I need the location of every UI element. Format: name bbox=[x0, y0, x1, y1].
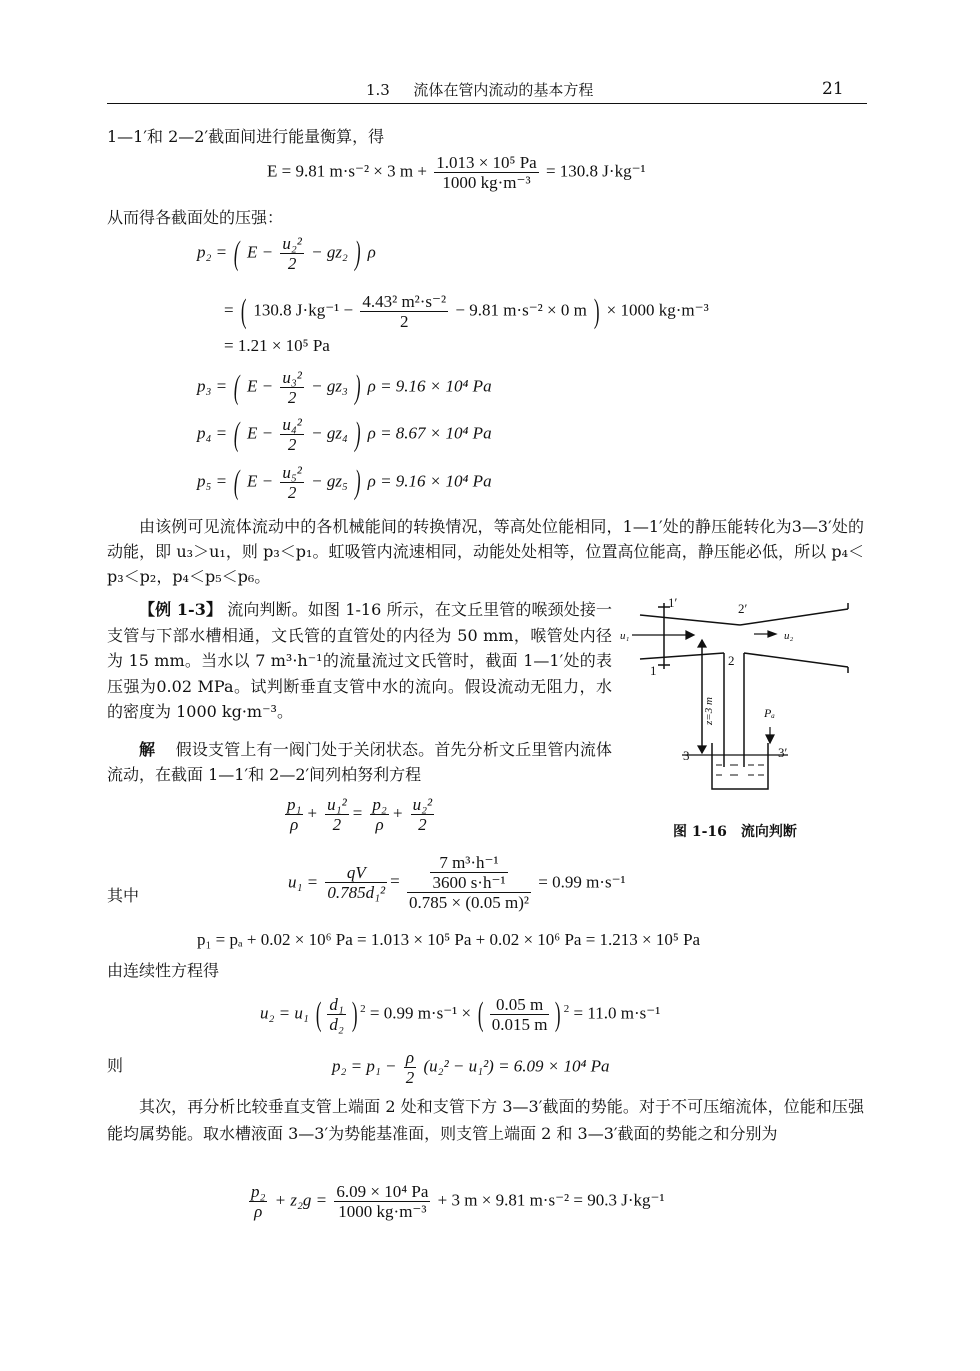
header-rule bbox=[107, 103, 867, 104]
example-paragraph bbox=[107, 597, 612, 725]
second-paragraph: 其次，再分析比较垂直支管上端面 2 处和支管下方 3—3′截面的势能。对于不可压缩流体，位能和压强能均属势能。取水槽液面 3—3′为势能基准面，则支管上端面 2 和 3—3′截面的势能之和分别为 bbox=[107, 1097, 864, 1143]
equation-p2-def: p₂ = ( E − $\frac{\text{u₂²}}{2}$ − gz₂ ) ρ bbox=[197, 234, 376, 273]
fig-label-2prime: 2′ bbox=[738, 601, 748, 616]
section-number: 1.3 bbox=[366, 81, 390, 99]
fig-label-1prime: 1′ bbox=[668, 595, 678, 610]
then-label: 则 bbox=[107, 1056, 124, 1075]
equation-p2-result2: p₂ = p₁ − $\frac{\rho}{2}$ (u₂² − u₁²) = 6.09 × 10⁴ Pa bbox=[332, 1048, 610, 1087]
continuity-intro: 由连续性方程得 bbox=[107, 961, 220, 980]
equation-E: E = 9.81 m·s⁻² × 3 m + $\frac{\text{1.013 × 10⁵ Pa}}{\text{1000 kg·m⁻³}}$ = 130.8 J·kg⁻¹ bbox=[267, 153, 646, 192]
fig-label-u2: u₂ bbox=[784, 630, 794, 642]
conclusion-paragraph: 由该例可见流体流动中的各机械能间的转换情况，等高处位能相同，1—1′处的静压能转化为3—3′处的动能，即 u₃＞u₁，则 p₃＜p₁。虹吸管内流速相同，动能处处相等，位置高位能高，静压能必低，所以 p₄＜p₃＜p₂，p₄＜p₅＜p₆。 bbox=[107, 517, 864, 586]
fig-label-2: 2 bbox=[728, 653, 735, 668]
example-text: 流向判断。如图 1-16 所示，在文丘里管的喉颈处接一支管与下部水槽相通，文氏管的直管处的内径为 50 mm，喉管处内径为 15 mm。当水以 7 m³·h⁻¹的流量流过文氏管时，截面 1—1′处的表压强为0.02 MPa。试判断垂直支管中水的流向。假设流动无阻力，水的密度为 1000 kg·m⁻³。 bbox=[107, 600, 613, 721]
solution-paragraph bbox=[107, 737, 612, 787]
intro-line: 1—1′和 2—2′截面间进行能量衡算，得 bbox=[107, 127, 385, 146]
figure-caption: 图 1-16 流向判断 bbox=[673, 824, 797, 840]
solution-text: 假设支管上有一阀门处于关闭状态。首先分析文丘里管内流体流动，在截面 1—1′和 2—2′间列柏努利方程 bbox=[107, 740, 612, 784]
equation-p5: p₅ = ( E − $\frac{\text{u₅²}}{2}$ − gz₅ ) ρ = 9.16 × 10⁴ Pa bbox=[197, 463, 492, 502]
equation-p2-result: = 1.21 × 10⁵ Pa bbox=[224, 336, 330, 355]
equation-u1: u₁ = $\frac{qV}{\text{0.785d₁²}}$ = $\frac{\frac{\text{7 m³·h⁻¹}}{\text{3600 s·h⁻¹}}}{\text{0.785 × (0.05 m)²}}$ = 0.99 m·s⁻¹ bbox=[288, 853, 626, 912]
solution-label: 解 bbox=[139, 740, 156, 759]
fig-label-3: 3 bbox=[683, 748, 690, 763]
equation-p4: p₄ = ( E − $\frac{\text{u₄²}}{2}$ − gz₄ ) ρ = 8.67 × 10⁴ Pa bbox=[197, 415, 492, 454]
equation-p2-sub: = ( 130.8 J·kg⁻¹ − $\frac{\text{4.43² m²·s⁻²}}{2}$ − 9.81 m·s⁻² × 0 m ) × 1000 kg·m⁻³ bbox=[224, 292, 709, 331]
equation-p3: p₃ = ( E − $\frac{\text{u₃²}}{2}$ − gz₃ ) ρ = 9.16 × 10⁴ Pa bbox=[197, 368, 492, 407]
equation-final: $\frac{\text{p₂}}{\rho}$ + z₂g = $\frac{\text{6.09 × 10⁴ Pa}}{\text{1000 kg·m⁻³}}$ + 3 m × 9.81 m·s⁻² = 90.3 J·kg⁻¹ bbox=[251, 1182, 665, 1221]
fig-label-pa: Pₐ bbox=[764, 706, 775, 720]
bernoulli-equation: $\frac{\text{p₁}}{\rho}$ + $\frac{\text{u₁²}}{2}$ = $\frac{\text{p₂}}{\rho}$ + $\frac{\text{u₂²}}{2}$ bbox=[287, 795, 433, 834]
example-label: 【例 1-3】 bbox=[139, 600, 223, 619]
fig-label-u1: u₁ bbox=[620, 630, 630, 642]
equation-p1: p₁ = pₐ + 0.02 × 10⁶ Pa = 1.013 × 10⁵ Pa + 0.02 × 10⁶ Pa = 1.213 × 10⁵ Pa bbox=[197, 930, 701, 949]
equation-u2: u₂ = u₁ ( $\frac{\text{d₁}}{\text{d₂}}$ ) $^2$ = 0.99 m·s⁻¹ × ( $\frac{0.05 m}{0.015 m}$ ) $^2$ = 11.0 m·s⁻¹ bbox=[260, 995, 661, 1034]
section-title: 流体在管内流动的基本方程 bbox=[413, 81, 594, 99]
where-label: 其中 bbox=[107, 886, 140, 905]
pressures-intro: 从而得各截面处的压强： bbox=[107, 208, 284, 227]
fig-label-height: z=3 m bbox=[703, 697, 715, 725]
running-header bbox=[366, 79, 593, 100]
venturi-figure bbox=[620, 595, 860, 805]
page-number: 21 bbox=[822, 79, 844, 99]
fig-label-3prime: 3′ bbox=[778, 745, 788, 760]
fig-label-1: 1 bbox=[650, 663, 657, 678]
